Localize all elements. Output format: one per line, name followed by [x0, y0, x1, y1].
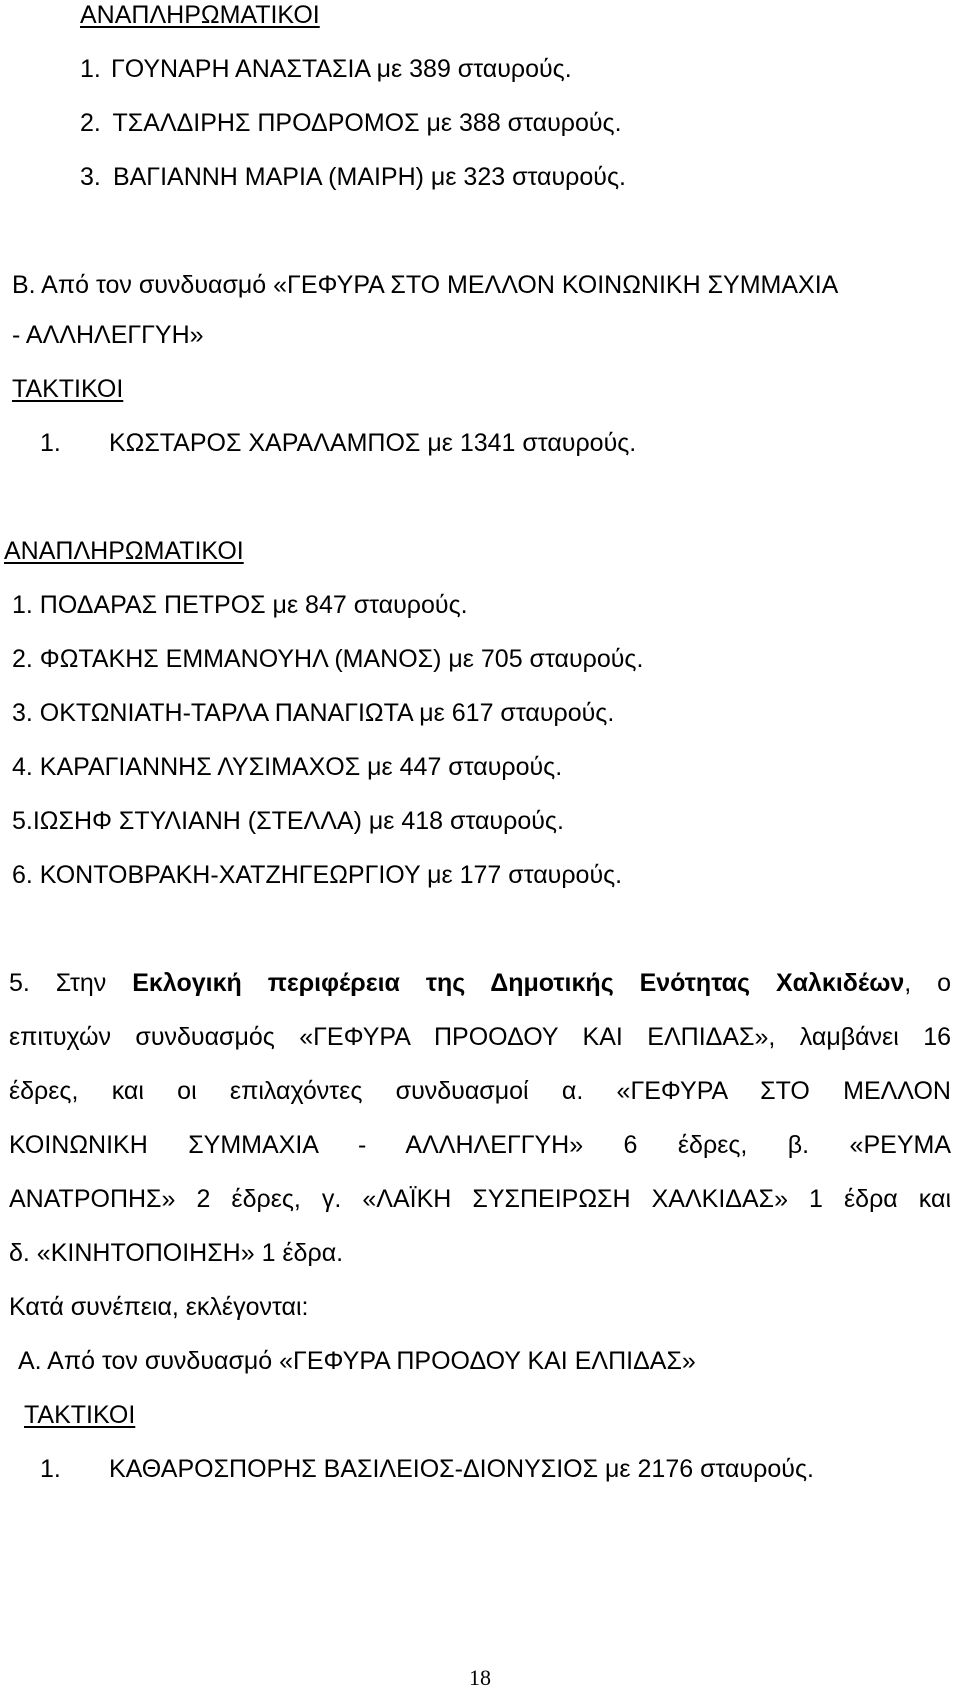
list-item-text: ΚΑΘΑΡΟΣΠΟΡΗΣ ΒΑΣΙΛΕΙΟΣ-ΔΙΟΝΥΣΙΟΣ με 2176 σταυρούς.: [108, 1455, 814, 1483]
list-item-number: 1.: [80, 55, 101, 83]
paragraph-line: [9, 968, 951, 998]
section-heading: Β. Από τον συνδυασμό «ΓΕΦΥΡΑ ΣΤΟ ΜΕΛΛΟΝ ΚΟΙΝΩΝΙΚΗ ΣΥΜΜΑΧΙΑ: [12, 271, 839, 299]
section-heading: Α. Από τον συνδυασμό «ΓΕΦΥΡΑ ΠΡΟΟΔΟΥ ΚΑΙ ΕΛΠΙΔΑΣ»: [18, 1347, 696, 1375]
paragraph-line: ΚΟΙΝΩΝΙΚΗ ΣΥΜΜΑΧΙΑ - ΑΛΛΗΛΕΓΓΥΗ» 6 έδρες, β. «ΡΕΥΜΑ: [9, 1131, 951, 1159]
paragraph-prefix: 5. Στην: [9, 969, 133, 997]
list-item: 2. ΦΩΤΑΚΗΣ ΕΜΜΑΝΟΥΗΛ (ΜΑΝΟΣ) με 705 σταυρούς.: [12, 645, 644, 673]
list-item-number: 1.: [40, 429, 61, 457]
paragraph-bold: Εκλογική περιφέρεια της Δημοτικής Ενότητας Χαλκιδέων: [132, 969, 905, 997]
paragraph-rest: , ο: [904, 969, 952, 997]
list-item-text: ΓΟΥΝΑΡΗ ΑΝΑΣΤΑΣΙΑ με 389 σταυρούς.: [110, 55, 572, 83]
list-item: [40, 428, 636, 458]
list-item: 3. ΟΚΤΩΝΙΑΤΗ-ΤΑΡΛΑ ΠΑΝΑΓΙΩΤΑ με 617 σταυρούς.: [12, 699, 615, 727]
list-item: 1. ΠΟΔΑΡΑΣ ΠΕΤΡΟΣ με 847 σταυρούς.: [12, 591, 468, 619]
list-item: 5.ΙΩΣΗΦ ΣΤΥΛΙΑΝΗ (ΣΤΕΛΛΑ) με 418 σταυρούς.: [12, 807, 564, 835]
list-item-number: 2.: [80, 109, 101, 137]
page-number: 18: [469, 1665, 491, 1690]
paragraph-line: επιτυχών συνδυασμός «ΓΕΦΥΡΑ ΠΡΟΟΔΟΥ ΚΑΙ ΕΛΠΙΔΑΣ», λαμβάνει 16: [9, 1023, 951, 1051]
paragraph-line: ΑΝΑΤΡΟΠΗΣ» 2 έδρες, γ. «ΛΑΪΚΗ ΣΥΣΠΕΙΡΩΣΗ ΧΑΛΚΙΔΑΣ» 1 έδρα και: [9, 1185, 951, 1213]
list-item-number: 3.: [80, 163, 101, 191]
consequently-text: Κατά συνέπεια, εκλέγονται:: [9, 1293, 309, 1321]
list-item-text: ΚΩΣΤΑΡΟΣ ΧΑΡΑΛΑΜΠΟΣ με 1341 σταυρούς.: [108, 429, 637, 457]
list-item: [40, 1454, 814, 1484]
regulars-heading: ΤΑΚΤΙΚΟΙ: [24, 1401, 136, 1429]
section-heading-continued: - ΑΛΛΗΛΕΓΓΥΗ»: [12, 321, 204, 349]
list-item-number: 1.: [40, 1455, 61, 1483]
paragraph-line: έδρες, και οι επιλαχόντες συνδυασμοί α. «ΓΕΦΥΡΑ ΣΤΟ ΜΕΛΛΟΝ: [9, 1077, 951, 1105]
list-item: [80, 108, 622, 138]
list-item-text: ΒΑΓΙΑΝΝΗ ΜΑΡΙΑ (ΜΑΙΡΗ) με 323 σταυρούς.: [112, 163, 626, 191]
list-item: 6. ΚΟΝΤΟΒΡΑΚΗ-ΧΑΤΖΗΓΕΩΡΓΙΟΥ με 177 σταυρούς.: [12, 861, 623, 889]
list-item: [80, 54, 572, 84]
list-item: [80, 162, 626, 192]
list-item: 4. ΚΑΡΑΓΙΑΝΝΗΣ ΛΥΣΙΜΑΧΟΣ με 447 σταυρούς.: [12, 753, 563, 781]
regulars-heading: ΤΑΚΤΙΚΟΙ: [12, 375, 124, 403]
list-item-text: ΤΣΑΛΔΙΡΗΣ ΠΡΟΔΡΟΜΟΣ με 388 σταυρούς.: [112, 109, 622, 137]
substitutes-heading: ΑΝΑΠΛΗΡΩΜΑΤΙΚΟΙ: [80, 1, 320, 29]
substitutes-heading: ΑΝΑΠΛΗΡΩΜΑΤΙΚΟΙ: [4, 537, 244, 565]
paragraph-line: δ. «ΚΙΝΗΤΟΠΟΙΗΣΗ» 1 έδρα.: [9, 1239, 344, 1267]
